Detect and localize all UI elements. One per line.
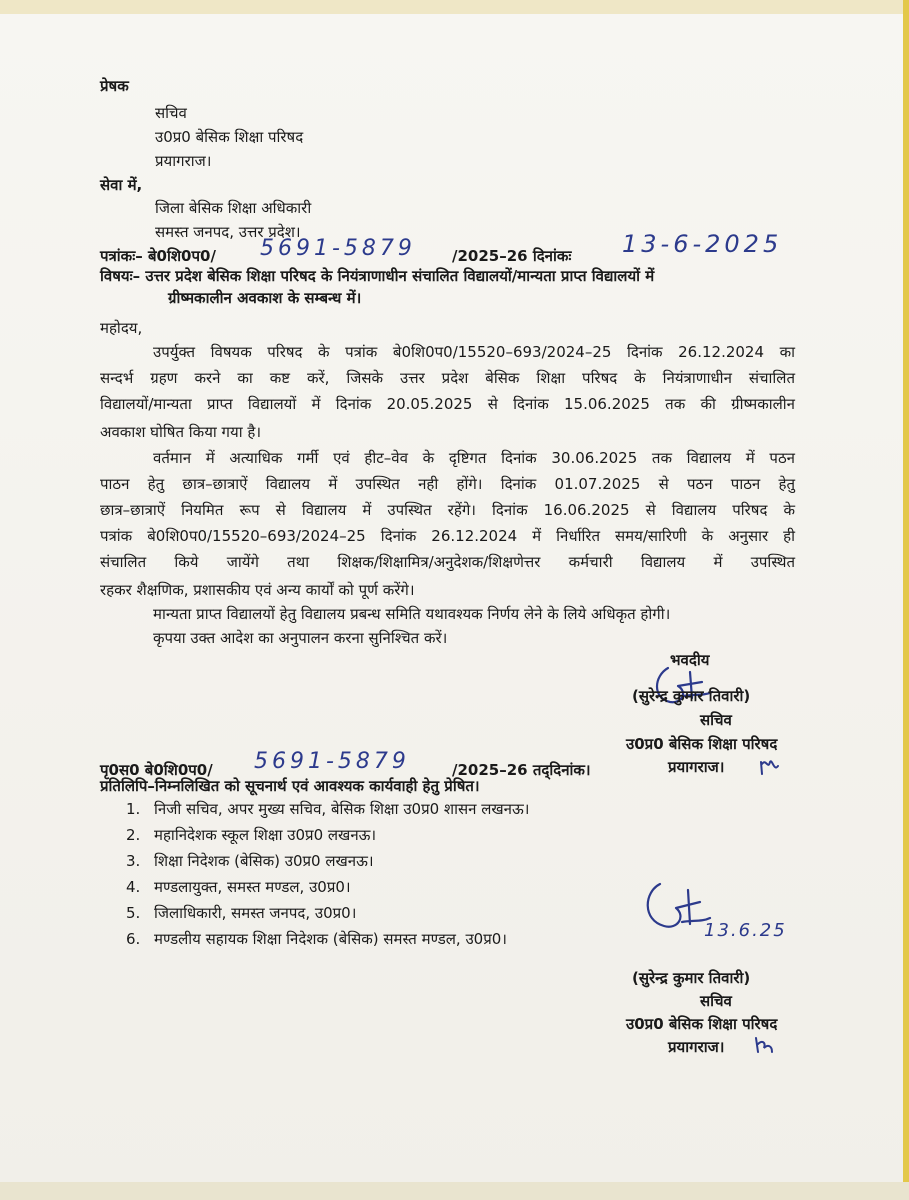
body-line: पत्रांक बे0शि0प0/15520–693/2024–25 दिनांक 26.12.2024 में निर्धारित समय/सारिणी के अनुसार ही xyxy=(100,527,795,545)
body-line: पाठन हेतु छात्र–छात्राऐं विद्यालय में उपस्थित नही होंगे। दिनांक 01.07.2025 से पठन पाठन हेतु xyxy=(100,475,795,493)
to-line: समस्त जनपद, उत्तर प्रदेश। xyxy=(155,223,301,241)
body-line: वर्तमान में अत्याधिक गर्मी एवं हीट–वेव के दृष्टिगत दिनांक 30.06.2025 तक विद्यालय में पठन xyxy=(153,449,795,467)
copy-ref-suffix: /2025–26 तद्‌दिनांक। xyxy=(452,761,591,779)
scan-edge-top xyxy=(0,0,909,14)
signatory-title: सचिव xyxy=(700,992,732,1010)
body-line: सन्दर्भ ग्रहण करने का कष्ट करें, जिसके उत्तर प्रदेश बेसिक शिक्षा परिषद के नियंत्राणाधीन संचालित xyxy=(100,369,795,387)
scan-edge-bottom xyxy=(0,1182,909,1200)
signatory-name: (सुरेन्द्र कुमार तिवारी) xyxy=(632,687,751,705)
signatory-title: सचिव xyxy=(700,711,732,729)
copy-recipient-list xyxy=(126,796,529,952)
from-line: सचिव xyxy=(155,104,187,122)
from-label: प्रेषक xyxy=(100,77,129,95)
body-line: उपर्युक्त विषयक परिषद के पत्रांक बे0शि0प0/15520–693/2024–25 दिनांक 26.12.2024 का xyxy=(153,343,795,361)
subject-line-continued: ग्रीष्मकालीन अवकाश के सम्बन्ध में। xyxy=(168,289,362,307)
reference-suffix: /2025–26 दिनांकः xyxy=(452,247,572,265)
signatory-org: उ0प्र0 बेसिक शिक्षा परिषद xyxy=(626,735,778,753)
list-item: 3. शिक्षा निदेशक (बेसिक) उ0प्र0 लखनऊ। xyxy=(126,852,374,870)
list-item: 4. मण्डलायुक्त, समस्त मण्डल, उ0प्र0। xyxy=(126,878,351,896)
body-line: विद्यालयों/मान्यता प्राप्त विद्यालयों में दिनांक 20.05.2025 से दिनांक 15.06.2025 तक की ग्रीष्मकालीन xyxy=(100,395,795,413)
from-line: उ0प्र0 बेसिक शिक्षा परिषद xyxy=(155,128,304,146)
handwritten-sign-date: 13.6.25 xyxy=(704,920,787,941)
to-label: सेवा में, xyxy=(100,176,143,194)
signatory-name: (सुरेन्द्र कुमार तिवारी) xyxy=(632,969,751,987)
to-line: जिला बेसिक शिक्षा अधिकारी xyxy=(155,199,312,217)
from-line: प्रयागराज। xyxy=(155,152,212,170)
body-line: रहकर शैक्षणिक, प्रशासकीय एवं अन्य कार्यों को पूर्ण करेंगे। xyxy=(100,581,415,599)
initial-mark-icon xyxy=(758,756,782,776)
body-line: छात्र–छात्राऐं नियमित रूप से विद्यालय में उपस्थित रहेंगे। दिनांक 16.06.2025 से विद्यालय परिषद के xyxy=(100,501,795,519)
initial-mark-icon xyxy=(752,1034,776,1056)
signatory-org: उ0प्र0 बेसिक शिक्षा परिषद xyxy=(626,1015,778,1033)
salutation: महोदय, xyxy=(100,319,143,337)
body-line: संचालित किये जायेंगे तथा शिक्षक/शिक्षामित्र/अनुदेशक/शिक्षणेत्तर कर्मचारी विद्यालय में उपस्थित xyxy=(100,553,795,571)
copy-heading: प्रतिलिपि–निम्नलिखित को सूचनार्थ एवं आवश्यक कार्यवाही हेतु प्रेषित। xyxy=(100,777,480,795)
body-line: मान्यता प्राप्त विद्यालयों हेतु विद्यालय प्रबन्ध समिति यथावश्यक निर्णय लेने के लिये अधिकृत होगी। xyxy=(153,605,671,623)
copy-ref-prefix: पृ0स0 बे0शि0प0/ xyxy=(100,761,213,779)
signatory-city: प्रयागराज। xyxy=(668,758,725,776)
body-line: कृपया उक्त आदेश का अनुपालन करना सुनिश्चित करें। xyxy=(153,629,448,647)
list-item: 2. महानिदेशक स्कूल शिक्षा उ0प्र0 लखनऊ। xyxy=(126,826,377,844)
closing: भवदीय xyxy=(670,651,710,669)
list-item: 1. निजी सचिव, अपर मुख्य सचिव, बेसिक शिक्षा उ0प्र0 शासन लखनऊ। xyxy=(126,800,530,818)
list-item: 6. मण्डलीय सहायक शिक्षा निदेशक (बेसिक) समस्त मण्डल, उ0प्र0। xyxy=(126,930,507,948)
handwritten-ref-date: 13-6-2025 xyxy=(622,230,783,258)
handwritten-ref-number: 5691-5879 xyxy=(260,236,416,261)
body-line: अवकाश घोषित किया गया है। xyxy=(100,423,262,441)
reference-prefix: पत्रांकः– बे0शि0प0/ xyxy=(100,247,216,265)
subject-line: विषयः– उत्तर प्रदेश बेसिक शिक्षा परिषद के नियंत्राणाधीन संचालित विद्यालयों/मान्यता प्राप्त विद्यालयों में xyxy=(100,267,655,285)
handwritten-copy-ref-number: 5691-5879 xyxy=(254,749,410,774)
list-item: 5. जिलाधिकारी, समस्त जनपद, उ0प्र0। xyxy=(126,904,357,922)
scan-edge-right xyxy=(903,0,909,1200)
signatory-city: प्रयागराज। xyxy=(668,1038,725,1056)
